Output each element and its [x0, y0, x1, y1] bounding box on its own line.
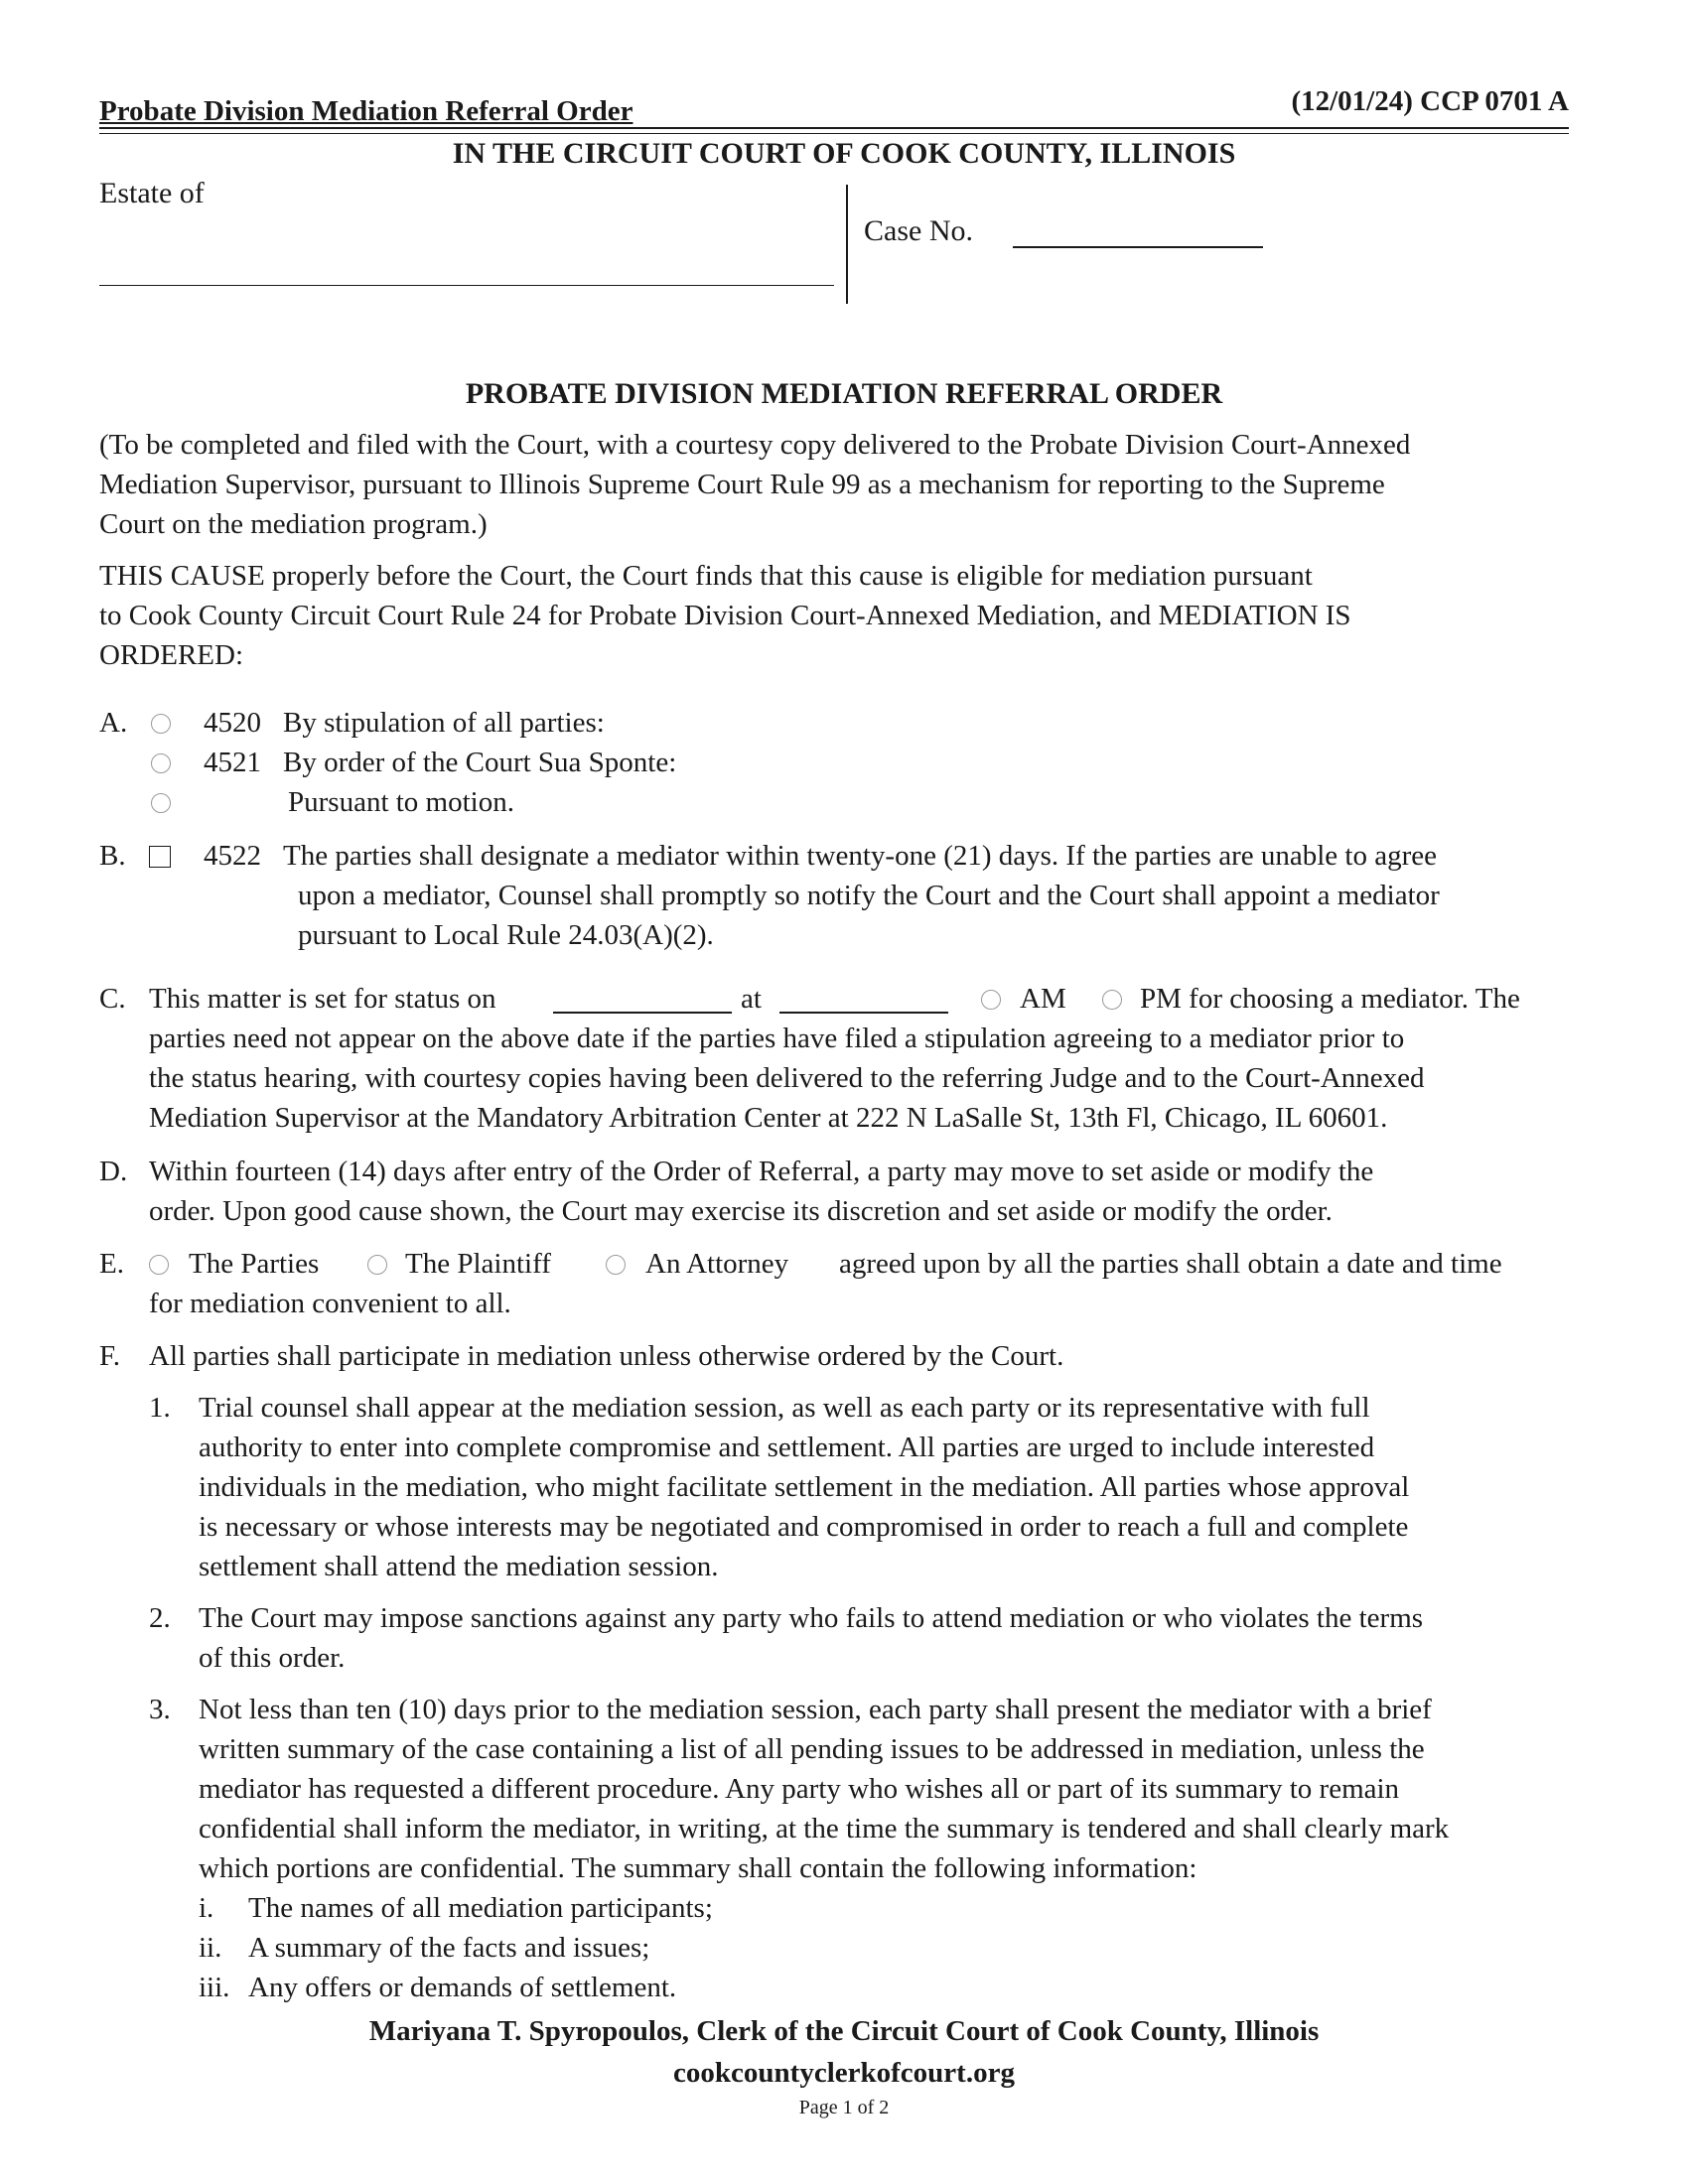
header-rule-thin — [99, 133, 1569, 134]
f-item-1-number: 1. — [149, 1392, 171, 1424]
cause-line-1: THIS CAUSE properly before the Court, the Court finds that this cause is eligible for mediation pursuant — [99, 560, 1313, 592]
section-b-line-2: upon a mediator, Counsel shall promptly so notify the Court and the Court shall appoint a mediator — [298, 880, 1440, 911]
f-item-2-number: 2. — [149, 1602, 171, 1634]
section-c-letter: C. — [99, 983, 126, 1015]
f-item-3-number: 3. — [149, 1694, 171, 1725]
the-plaintiff-radio[interactable] — [367, 1255, 387, 1275]
section-a-code-2: 4521 — [204, 747, 261, 778]
section-c-prefix: This matter is set for status on — [149, 983, 496, 1015]
subitem-ii-text: A summary of the facts and issues; — [248, 1932, 650, 1964]
an-attorney-label: An Attorney — [645, 1248, 789, 1280]
section-b-line-1: The parties shall designate a mediator within twenty-one (21) days. If the parties are unable to agree — [283, 840, 1437, 872]
section-a-option-2: By order of the Court Sua Sponte: — [283, 747, 677, 778]
section-c-line-4: Mediation Supervisor at the Mandatory Arbitration Center at 222 N LaSalle St, 13th Fl, Chicago, IL 60601. — [149, 1102, 1388, 1134]
cause-line-3: ORDERED: — [99, 639, 243, 671]
pm-radio[interactable] — [1102, 990, 1122, 1010]
stipulation-radio[interactable] — [151, 714, 171, 734]
the-parties-label: The Parties — [189, 1248, 320, 1280]
f-item-3-line-5: which portions are confidential. The summary shall contain the following information: — [199, 1852, 1197, 1884]
court-name: IN THE CIRCUIT COURT OF COOK COUNTY, ILLINOIS — [452, 137, 1236, 170]
am-radio[interactable] — [981, 990, 1001, 1010]
an-attorney-radio[interactable] — [606, 1255, 626, 1275]
section-c-line-3: the status hearing, with courtesy copies having been delivered to the referring Judge and to the Court-Annexed — [149, 1062, 1425, 1094]
sua-sponte-radio[interactable] — [151, 753, 171, 773]
section-b-code: 4522 — [204, 840, 261, 872]
am-label: AM — [1020, 983, 1066, 1015]
f-item-1-line-4: is necessary or whose interests may be negotiated and compromised in order to reach a full and complete — [199, 1511, 1409, 1543]
f-item-3-line-2: written summary of the case containing a list of all pending issues to be addressed in mediation, unless the — [199, 1733, 1425, 1765]
section-b-line-3: pursuant to Local Rule 24.03(A)(2). — [298, 919, 714, 951]
clerk-website[interactable]: cookcountyclerkofcourt.org — [673, 2057, 1015, 2089]
intro-line-3: Court on the mediation program.) — [99, 508, 488, 540]
form-code: (12/01/24) CCP 0701 A — [1291, 85, 1569, 117]
case-number-label: Case No. — [864, 214, 973, 247]
estate-name-field[interactable] — [99, 285, 834, 286]
section-f-text: All parties shall participate in mediation unless otherwise ordered by the Court. — [149, 1340, 1064, 1372]
the-parties-radio[interactable] — [149, 1255, 169, 1275]
estate-label: Estate of — [99, 177, 205, 209]
section-e-letter: E. — [99, 1248, 124, 1280]
caption-divider — [846, 185, 848, 304]
designate-mediator-checkbox[interactable] — [149, 846, 171, 868]
pm-label: PM for choosing a mediator. The — [1140, 983, 1520, 1015]
f-item-2-line-1: The Court may impose sanctions against any party who fails to attend mediation or who violates the terms — [199, 1602, 1424, 1634]
header-rule — [99, 127, 1569, 129]
intro-line-2: Mediation Supervisor, pursuant to Illinois Supreme Court Rule 99 as a mechanism for reporting to the Supreme — [99, 469, 1385, 500]
case-number-field[interactable] — [1013, 246, 1263, 248]
section-a-code-1: 4520 — [204, 707, 261, 739]
f-item-3-line-4: confidential shall inform the mediator, in writing, at the time the summary is tendered and shall clearly mark — [199, 1813, 1450, 1844]
subitem-ii-number: ii. — [199, 1932, 222, 1964]
f-item-1-line-5: settlement shall attend the mediation session. — [199, 1551, 719, 1582]
section-b-letter: B. — [99, 840, 126, 872]
section-c-line-2: parties need not appear on the above date if the parties have filed a stipulation agreeing to a mediator prior to — [149, 1023, 1405, 1054]
subitem-i-text: The names of all mediation participants; — [248, 1892, 713, 1924]
f-item-1-line-2: authority to enter into complete compromise and settlement. All parties are urged to include interested — [199, 1432, 1375, 1463]
section-d-letter: D. — [99, 1156, 128, 1187]
section-e-rest: agreed upon by all the parties shall obtain a date and time — [839, 1248, 1502, 1280]
f-item-2-line-2: of this order. — [199, 1642, 346, 1674]
subitem-iii-text: Any offers or demands of settlement. — [248, 1972, 677, 2003]
intro-line-1: (To be completed and filed with the Court, with a courtesy copy delivered to the Probate Division Court-Annexed — [99, 429, 1411, 461]
subitem-i-number: i. — [199, 1892, 214, 1924]
section-a-option-1: By stipulation of all parties: — [283, 707, 605, 739]
f-item-1-line-3: individuals in the mediation, who might facilitate settlement in the mediation. All parties whose approval — [199, 1471, 1410, 1503]
section-a-option-3: Pursuant to motion. — [288, 786, 514, 818]
subitem-iii-number: iii. — [199, 1972, 230, 2003]
form-title: Probate Division Mediation Referral Order — [99, 95, 633, 127]
section-d-line-1: Within fourteen (14) days after entry of the Order of Referral, a party may move to set aside or modify the — [149, 1156, 1374, 1187]
f-item-1-line-1: Trial counsel shall appear at the mediation session, as well as each party or its representative with full — [199, 1392, 1370, 1424]
cause-line-2: to Cook County Circuit Court Rule 24 for Probate Division Court-Annexed Mediation, and MEDIATION IS — [99, 600, 1351, 631]
motion-radio[interactable] — [151, 793, 171, 813]
status-time-field[interactable] — [779, 1012, 948, 1014]
section-f-letter: F. — [99, 1340, 121, 1372]
status-date-field[interactable] — [553, 1012, 732, 1014]
page-number: Page 1 of 2 — [798, 2097, 890, 2118]
section-e-line-2: for mediation convenient to all. — [149, 1288, 511, 1319]
the-plaintiff-label: The Plaintiff — [405, 1248, 551, 1280]
section-a-letter: A. — [99, 707, 128, 739]
clerk-name: Mariyana T. Spyropoulos, Clerk of the Circuit Court of Cook County, Illinois — [368, 2015, 1320, 2047]
f-item-3-line-3: mediator has requested a different procedure. Any party who wishes all or part of its summary to remain — [199, 1773, 1400, 1805]
section-c-at: at — [741, 983, 762, 1015]
section-d-line-2: order. Upon good cause shown, the Court may exercise its discretion and set aside or modify the order. — [149, 1195, 1333, 1227]
page-title: PROBATE DIVISION MEDIATION REFERRAL ORDER — [465, 377, 1223, 410]
f-item-3-line-1: Not less than ten (10) days prior to the mediation session, each party shall present the mediator with a brief — [199, 1694, 1432, 1725]
